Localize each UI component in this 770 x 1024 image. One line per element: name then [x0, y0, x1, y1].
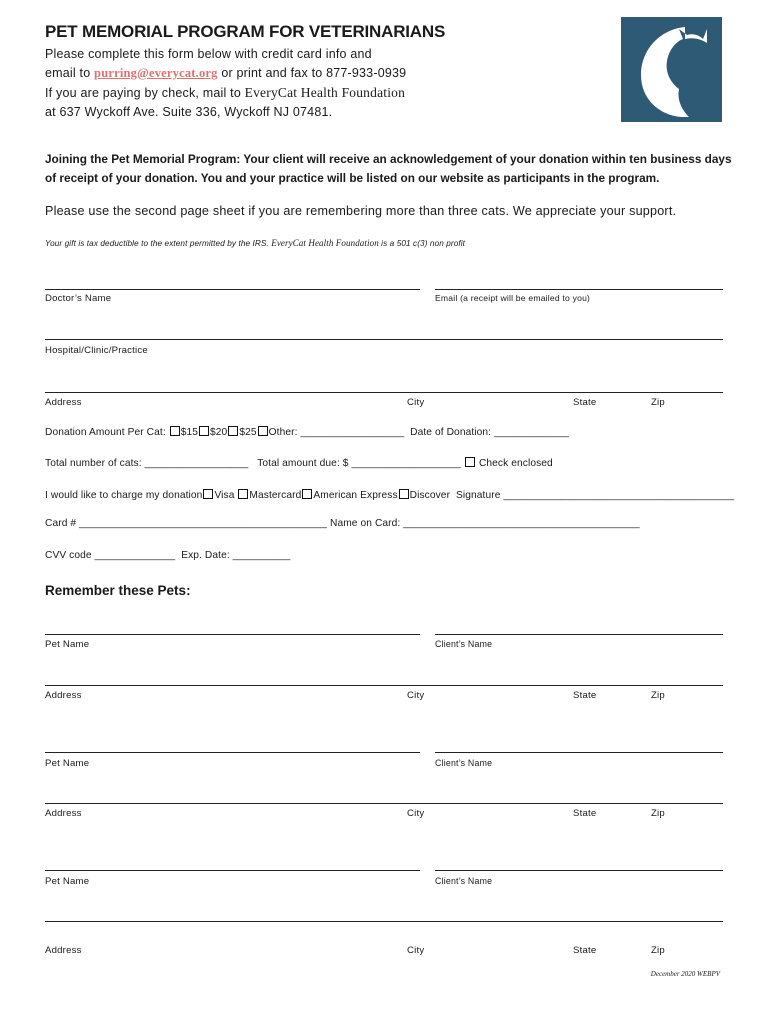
zip-label: Zip: [651, 397, 665, 408]
amount-due-field[interactable]: Total amount due: $ ___________________: [257, 458, 462, 469]
everycat-logo: [621, 17, 722, 122]
irs-note-prefix: Your gift is tax deductible to the extent permitted by the IRS.: [45, 239, 272, 248]
remember-pets-heading: Remember these Pets:: [45, 583, 191, 598]
client-name-field-2[interactable]: [435, 752, 723, 753]
doctor-name-label: Doctor’s Name: [45, 293, 112, 304]
pet-state-label-2: State: [573, 808, 597, 819]
checkbox-20[interactable]: [199, 426, 209, 436]
pet-name-field-2[interactable]: [45, 752, 420, 753]
discover-label: Discover: [409, 490, 451, 501]
hospital-label: Hospital/Clinic/Practice: [45, 345, 148, 356]
check-enclosed-label: Check enclosed: [478, 458, 553, 469]
pet-name-label-1: Pet Name: [45, 639, 90, 650]
irs-note-org: EveryCat Health Foundation: [271, 238, 379, 248]
address-field[interactable]: [45, 392, 723, 393]
intro-email-prefix: email to: [45, 66, 95, 80]
client-name-label-2: Client’s Name: [435, 758, 493, 768]
email-label: Email (a receipt will be emailed to you): [435, 293, 591, 303]
email-field[interactable]: [435, 289, 723, 290]
address-label: Address: [45, 397, 82, 408]
pet-city-label-2: City: [407, 808, 425, 819]
intro-line-1: Please complete this form below with credit card info and: [45, 47, 372, 61]
intro-line-2: [45, 64, 406, 83]
pet-zip-label-1: Zip: [651, 690, 665, 701]
joining-program-text: Joining the Pet Memorial Program: Your client will receive an acknowledgement of your donation within ten business days of receipt of your donation. You and your practice will be listed on our website as participants in the program.: [45, 152, 732, 185]
irs-note-suffix: is a 501 c(3) non profit: [378, 239, 466, 248]
visa-label: Visa: [214, 490, 235, 501]
pet-city-label-1: City: [407, 690, 425, 701]
pet-zip-label-2: Zip: [651, 808, 665, 819]
client-name-field-3[interactable]: [435, 870, 723, 871]
name-on-card-field[interactable]: Name on Card: _________________________________________: [329, 518, 640, 529]
cvv-field[interactable]: CVV code ______________: [45, 550, 176, 561]
amex-label: American Express: [313, 490, 398, 501]
tax-deductible-note: [45, 238, 465, 248]
checkbox-other[interactable]: [258, 426, 268, 436]
checkbox-discover[interactable]: [399, 489, 409, 499]
amount-15-label: $15: [180, 427, 198, 438]
doctor-name-field[interactable]: [45, 289, 420, 290]
amount-20-label: $20: [210, 427, 228, 438]
checkbox-amex[interactable]: [302, 489, 312, 499]
pet-zip-label-3: Zip: [651, 945, 665, 956]
pet-name-field-1[interactable]: [45, 634, 420, 635]
footer-version: December 2020 WEBPV: [650, 970, 720, 978]
checkbox-15[interactable]: [170, 426, 180, 436]
client-name-label-3: Client’s Name: [435, 876, 493, 886]
num-cats-field[interactable]: Total number of cats: __________________: [45, 458, 249, 469]
donation-label: Donation Amount Per Cat:: [45, 427, 169, 438]
pet-address-label-2: Address: [45, 808, 82, 819]
pet-name-label-2: Pet Name: [45, 758, 90, 769]
checkbox-check-enclosed[interactable]: [465, 457, 475, 467]
client-name-label-1: Client’s Name: [435, 639, 493, 649]
totals-row: [45, 457, 553, 469]
donation-date-field[interactable]: Date of Donation: _____________: [410, 427, 569, 438]
pet-address-field-3[interactable]: [45, 921, 723, 922]
pet-address-label-3: Address: [45, 945, 82, 956]
intro-line-4: at 637 Wyckoff Ave. Suite 336, Wyckoff NJ 07481.: [45, 105, 333, 119]
amount-25-label: $25: [239, 427, 257, 438]
card-row: [45, 518, 640, 529]
checkbox-visa[interactable]: [203, 489, 213, 499]
charge-label: I would like to charge my donation: [45, 490, 203, 501]
exp-date-field[interactable]: Exp. Date: __________: [181, 550, 291, 561]
pet-name-field-3[interactable]: [45, 870, 420, 871]
card-number-field[interactable]: Card # ___________________________________________: [45, 518, 328, 529]
email-link[interactable]: purring@everycat.org: [94, 66, 218, 80]
city-label: City: [407, 397, 425, 408]
intro-text: [45, 45, 406, 122]
other-amount-field[interactable]: Other: __________________: [268, 427, 405, 438]
state-label: State: [573, 397, 597, 408]
intro-org-name: EveryCat Health Foundation: [244, 85, 406, 100]
donation-row: [45, 426, 569, 438]
checkbox-25[interactable]: [228, 426, 238, 436]
pet-address-field-1[interactable]: [45, 685, 723, 686]
intro-fax: or print and fax to 877-933-0939: [217, 66, 407, 80]
checkbox-mastercard[interactable]: [238, 489, 248, 499]
cat-silhouette-icon: [621, 17, 722, 122]
cvv-row: [45, 550, 290, 561]
client-name-field-1[interactable]: [435, 634, 723, 635]
hospital-field[interactable]: [45, 339, 723, 340]
signature-field[interactable]: Signature ________________________________________: [455, 490, 735, 501]
pet-address-label-1: Address: [45, 690, 82, 701]
intro-line-3: [45, 83, 406, 103]
intro-check-prefix: If you are paying by check, mail to: [45, 86, 245, 100]
pet-city-label-3: City: [407, 945, 425, 956]
pet-state-label-3: State: [573, 945, 597, 956]
second-page-note: Please use the second page sheet if you are remembering more than three cats. We appreciate your support.: [45, 204, 677, 218]
pet-name-label-3: Pet Name: [45, 876, 90, 887]
charge-row: [45, 489, 734, 501]
mastercard-label: Mastercard: [249, 490, 302, 501]
pet-state-label-1: State: [573, 690, 597, 701]
pet-address-field-2[interactable]: [45, 803, 723, 804]
form-title: PET MEMORIAL PROGRAM FOR VETERINARIANS: [45, 22, 446, 41]
